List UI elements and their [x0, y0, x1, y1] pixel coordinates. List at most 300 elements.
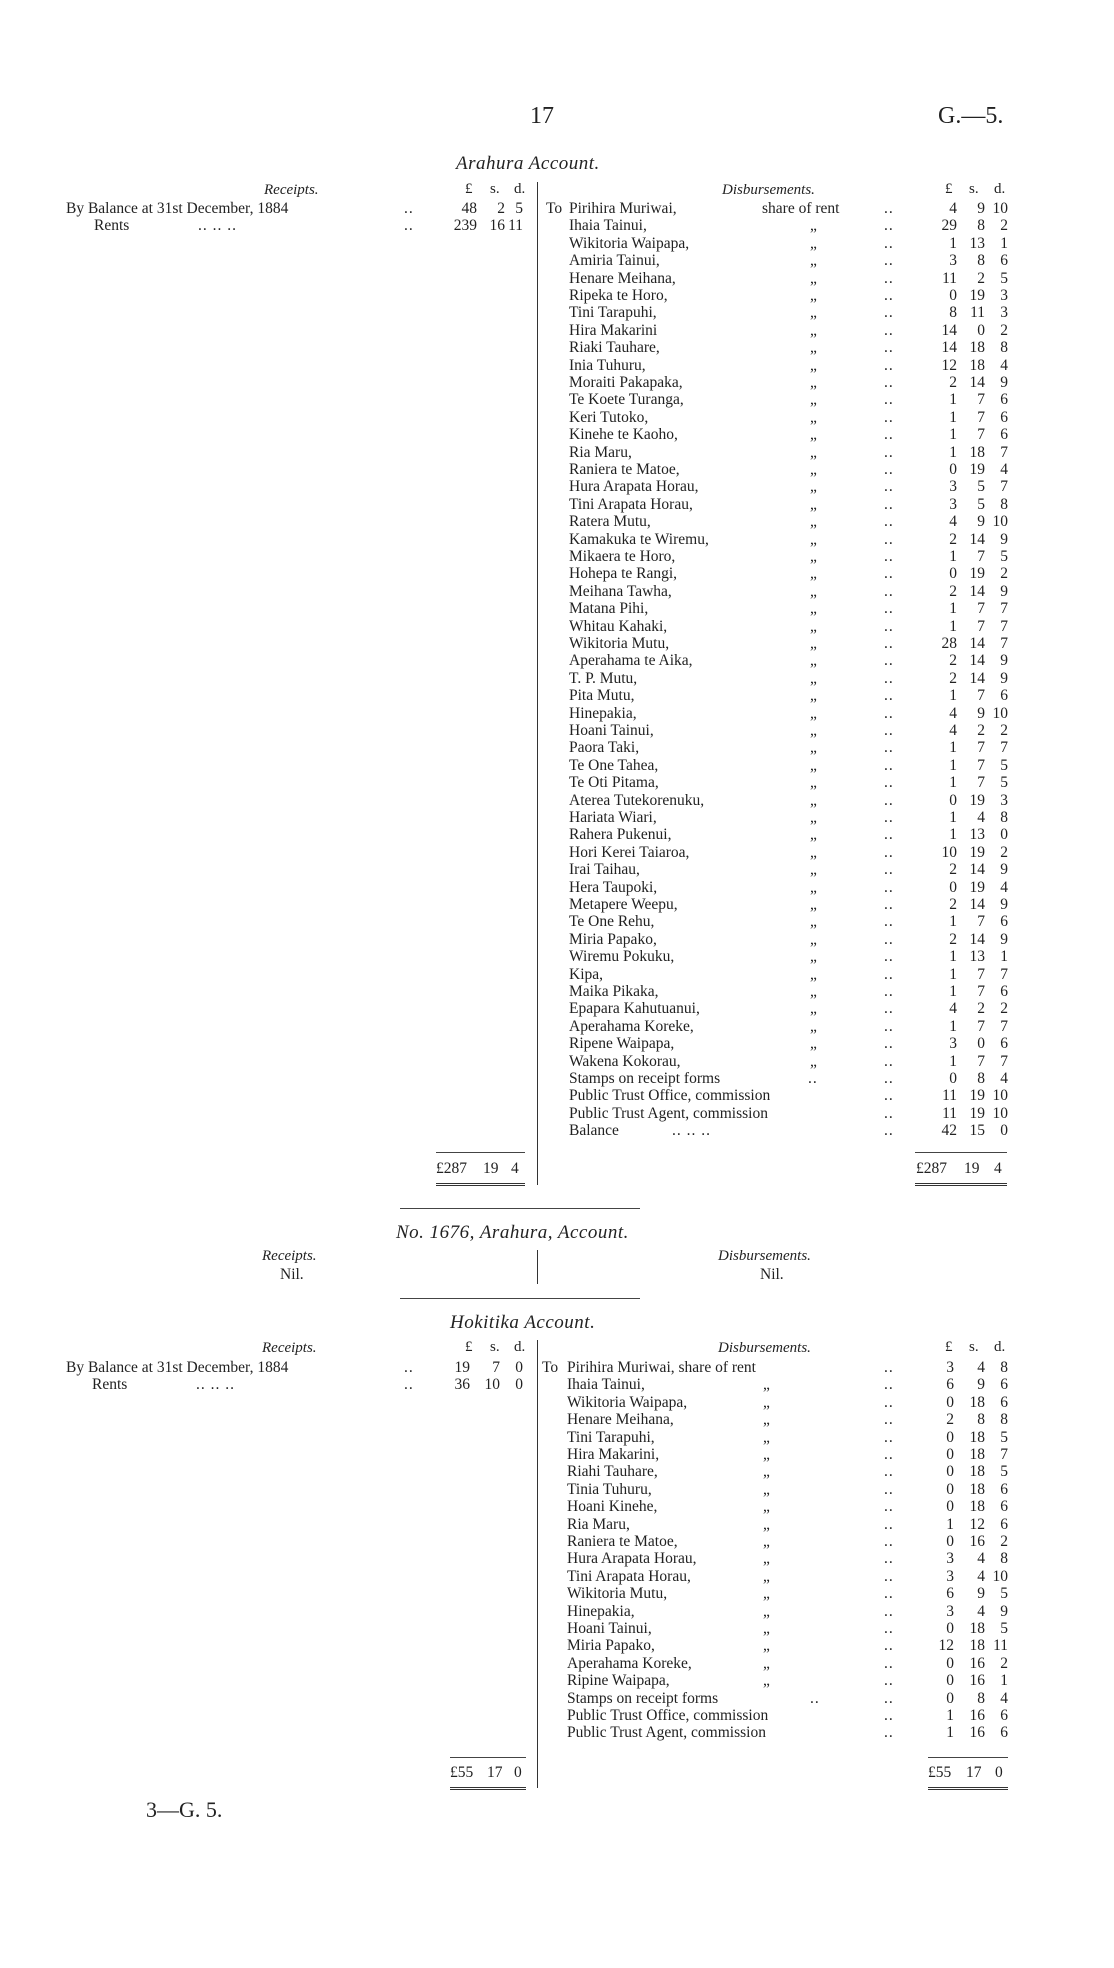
amount-pence: 9 — [1000, 652, 1008, 670]
amount-pence: 2 — [1000, 1000, 1008, 1018]
amount-pence: 5 — [1000, 1585, 1008, 1603]
amount-pounds: 0 — [946, 1480, 954, 1498]
leader-dots: .. — [884, 339, 894, 357]
amount-shillings: 7 — [977, 548, 985, 565]
disbursement-row — [0, 1585, 1100, 1602]
leader-dots: .. — [884, 565, 894, 583]
no1676-disbursements-value: Nil. — [760, 1266, 784, 1283]
payee-name: Aperahama te Aika, — [569, 652, 693, 670]
disbursement-row — [0, 1000, 1100, 1017]
amount-shillings: 14 — [969, 896, 985, 913]
leader-dots: .. — [884, 426, 894, 444]
disbursement-row — [0, 391, 1100, 408]
shillings-label: s. — [490, 181, 500, 197]
amount-pounds: 4 — [949, 513, 957, 531]
amount-shillings: 9 — [977, 513, 985, 531]
leader-dots: .. — [404, 1376, 414, 1394]
leader-dots: .. — [884, 374, 894, 391]
disbursement-row — [0, 1724, 1100, 1741]
amount-pounds: 1 — [949, 826, 957, 844]
payee-name: Henare Meihana, — [567, 1411, 674, 1429]
payee-name: Ripeka te Horo, — [569, 287, 668, 304]
hokitika-disbursements-label: Disbursements. — [718, 1340, 811, 1356]
disbursement-row — [0, 478, 1100, 495]
amount-shillings: 18 — [969, 1637, 985, 1655]
arahura-receipts-double-rule — [436, 1183, 525, 1186]
ditto-mark: „ — [810, 530, 817, 548]
amount-pounds: 8 — [949, 304, 957, 322]
ditto-mark: „ — [810, 356, 817, 374]
disbursement-row — [0, 1070, 1100, 1087]
ditto-mark: „ — [763, 1654, 770, 1672]
disbursement-row — [0, 705, 1100, 722]
amount-shillings: 18 — [969, 443, 985, 461]
amount-shillings: 9 — [977, 200, 985, 217]
amount-pence: 9 — [1000, 930, 1008, 948]
amount-pounds: 2 — [949, 930, 957, 948]
amount-shillings: 7 — [977, 965, 985, 983]
total-pounds: £287 — [436, 1160, 467, 1177]
amount-shillings: 19 — [969, 287, 985, 304]
amount-shillings: 14 — [969, 635, 985, 652]
ditto-mark: „ — [810, 495, 817, 513]
shillings-label: s. — [969, 1339, 979, 1355]
leader-dots: .. — [884, 1602, 894, 1620]
disbursement-row — [0, 670, 1100, 687]
payee-name: Irai Taihau, — [569, 861, 640, 879]
ditto-mark: „ — [810, 843, 817, 861]
amount-pounds: 0 — [946, 1533, 954, 1550]
page-number: 17 — [530, 103, 554, 129]
amount-pounds: 0 — [946, 1654, 954, 1672]
disbursement-row — [0, 1018, 1100, 1035]
disbursement-row — [0, 1087, 1100, 1104]
leader-dots: .. — [884, 495, 894, 513]
section-separator — [400, 1208, 640, 1209]
amount-pence: 7 — [1000, 739, 1008, 757]
signature-mark: 3—G. 5. — [146, 1797, 223, 1822]
amount-shillings: 4 — [977, 1602, 985, 1620]
amount-pounds: 0 — [949, 1070, 957, 1087]
amount-pence: 6 — [1000, 252, 1008, 270]
payee-name: Mikaera te Horo, — [569, 548, 676, 565]
leader-dots: .. — [404, 1359, 414, 1376]
disbursement-row — [0, 1620, 1100, 1637]
ditto-mark: „ — [810, 269, 817, 287]
amount-pounds: 1 — [949, 965, 957, 983]
total-pence: 4 — [994, 1160, 1002, 1177]
amount-pounds: 2 — [949, 896, 957, 913]
ditto-mark: „ — [810, 878, 817, 896]
amount-shillings: 0 — [977, 1035, 985, 1053]
amount-pounds: 2 — [949, 669, 957, 687]
ditto-mark: „ — [810, 948, 817, 966]
no1676-title: No. 1676, Arahura, Account. — [396, 1222, 629, 1243]
amount-pounds: 4 — [949, 200, 957, 217]
payee-name: Metapere Weepu, — [569, 896, 678, 913]
leader-dots: .. — [884, 983, 894, 1000]
payee-name: Hori Kerei Taiaroa, — [569, 843, 690, 861]
amount-shillings: 7 — [977, 426, 985, 444]
leader-dots: .. — [884, 1533, 894, 1550]
amount-shillings: 2 — [977, 269, 985, 287]
amount-pence: 2 — [1000, 1654, 1008, 1672]
leader-dots: .. — [884, 791, 894, 809]
leader-dots: .. — [884, 443, 894, 461]
amount-pounds: 2 — [949, 530, 957, 548]
amount-shillings: 18 — [969, 356, 985, 374]
amount-pounds: 0 — [949, 565, 957, 583]
ditto-mark: „ — [810, 687, 817, 705]
amount-pence: 6 — [1000, 1707, 1008, 1724]
amount-pence: 6 — [1000, 913, 1008, 931]
amount-pounds: 0 — [949, 791, 957, 809]
leader-dots: .. — [884, 304, 894, 322]
amount-pounds: 0 — [946, 1428, 954, 1446]
disbursement-row — [0, 304, 1100, 321]
disbursement-row — [0, 1411, 1100, 1428]
payee-name: Hoani Tainui, — [569, 722, 654, 739]
disbursement-row — [0, 1603, 1100, 1620]
ditto-mark: „ — [810, 722, 817, 739]
leader-dots: .. — [884, 1654, 894, 1672]
amount-pence: 2 — [1000, 321, 1008, 339]
amount-pence: 5 — [1000, 1428, 1008, 1446]
amount-shillings: 18 — [969, 1393, 985, 1411]
ditto-mark: „ — [763, 1463, 770, 1481]
ditto-mark: „ — [763, 1446, 770, 1463]
leader-dots: .. — [884, 617, 894, 635]
amount-pounds: 0 — [946, 1463, 954, 1481]
leader-dots: .. — [884, 600, 894, 618]
payee-name: Keri Tutoko, — [569, 408, 649, 426]
payee-name: Hinepakia, — [567, 1602, 635, 1620]
pence-label: d. — [994, 181, 1006, 197]
no1676-disbursements-label: Disbursements. — [718, 1248, 811, 1264]
leader-dots: .. — [884, 1087, 894, 1105]
leader-dots: .. — [884, 356, 894, 374]
payee-name: Tini Tarapuhi, — [567, 1428, 655, 1446]
amount-shillings: 8 — [977, 1070, 985, 1087]
leader-dots: .. — [884, 930, 894, 948]
amount-shillings: 18 — [969, 1428, 985, 1446]
amount-pence: 7 — [1000, 1446, 1008, 1463]
disbursement-row — [0, 1690, 1100, 1707]
arahura-disbursements-label: Disbursements. — [722, 182, 815, 198]
amount-pounds: 3 — [949, 1035, 957, 1053]
amount-pence: 8 — [1000, 1550, 1008, 1568]
amount-pence: 9 — [1000, 669, 1008, 687]
ditto-mark: „ — [763, 1393, 770, 1411]
leader-dots: .. — [884, 1428, 894, 1446]
amount-shillings: 19 — [969, 791, 985, 809]
disbursement-row — [0, 826, 1100, 843]
payee-name: T. P. Mutu, — [569, 669, 638, 687]
leader-dots: .. — [884, 1070, 894, 1087]
ditto-mark: „ — [810, 652, 817, 670]
leader-dots: .. — [884, 1620, 894, 1637]
amount-shillings: 7 — [977, 756, 985, 774]
amount-shillings: 8 — [977, 1689, 985, 1707]
ditto-mark: „ — [810, 582, 817, 600]
ditto-mark: „ — [810, 965, 817, 983]
amount-pounds: 0 — [946, 1689, 954, 1707]
amount-shillings: 13 — [969, 234, 985, 252]
disbursement-row — [0, 739, 1100, 756]
amount-pounds: 1 — [949, 1052, 957, 1070]
amount-shillings: 4 — [977, 809, 985, 826]
ditto-mark: „ — [763, 1411, 770, 1429]
leader-dots: .. — [884, 1017, 894, 1035]
payee-name: Public Trust Agent, commission — [567, 1724, 766, 1742]
amount-shillings: 7 — [977, 774, 985, 792]
payee-name: Ihaia Tainui, — [567, 1376, 645, 1394]
arahura-receipts-rule — [436, 1152, 525, 1153]
amount-shillings: 7 — [977, 983, 985, 1000]
amount-shillings: 18 — [969, 1446, 985, 1463]
leader-dots: .. — [884, 513, 894, 531]
ditto-mark: „ — [763, 1533, 770, 1550]
ditto-mark: „ — [810, 704, 817, 722]
amount-shillings: 16 — [969, 1707, 985, 1724]
ditto-mark: „ — [763, 1567, 770, 1585]
payee-name: Te Koete Turanga, — [569, 391, 684, 409]
payee-name: Aperahama Koreke, — [567, 1654, 692, 1672]
payee-name: Miria Papako, — [569, 930, 657, 948]
amount-pence: 7 — [1000, 635, 1008, 652]
payee-name: Hira Makarini — [569, 321, 658, 339]
ditto-mark: „ — [810, 1035, 817, 1053]
disbursement-row — [0, 357, 1100, 374]
ditto-mark: „ — [763, 1602, 770, 1620]
payee-name: Hoani Tainui, — [567, 1620, 652, 1637]
amount-pence: 10 — [992, 1567, 1008, 1585]
amount-shillings: 9 — [977, 1585, 985, 1603]
leader-dots: .. — [884, 1122, 894, 1140]
payee-name: Hinepakia, — [569, 704, 637, 722]
leader-dots: .. — [884, 321, 894, 339]
amount-pence: 7 — [1000, 617, 1008, 635]
ditto-mark: „ — [810, 930, 817, 948]
leader-dots: .. .. .. — [198, 217, 237, 235]
disbursement-row — [0, 1122, 1100, 1139]
amount-pounds: 3 — [946, 1602, 954, 1620]
disbursement-row — [0, 948, 1100, 965]
disbursement-row — [0, 635, 1100, 652]
hokitika-disbursements-rule — [928, 1757, 1008, 1758]
amount-pence: 6 — [1000, 391, 1008, 409]
amount-shillings: 4 — [977, 1550, 985, 1568]
amount-pence: 0 — [1000, 1122, 1008, 1140]
leader-dots: .. — [884, 669, 894, 687]
leader-dots: .. — [884, 1446, 894, 1463]
amount-pounds: 1 — [949, 617, 957, 635]
disbursement-row — [0, 861, 1100, 878]
hokitika-receipts-rule — [450, 1757, 526, 1758]
amount-pence: 6 — [1000, 1393, 1008, 1411]
leader-dots: .. — [884, 843, 894, 861]
leader-dots: .. — [884, 913, 894, 931]
ditto-mark: „ — [810, 896, 817, 913]
amount-pence: 9 — [1000, 374, 1008, 391]
leader-dots: .. — [884, 1376, 894, 1394]
ditto-mark: „ — [810, 913, 817, 931]
payee-name: Wikitoria Waipapa, — [569, 234, 690, 252]
amount-pence: 10 — [992, 513, 1008, 531]
payee-name: Hira Makarini, — [567, 1446, 660, 1463]
amount-shillings: 11 — [970, 304, 985, 322]
amount-shillings: 8 — [977, 217, 985, 235]
pence-label: d. — [514, 181, 526, 197]
amount-pounds: 2 — [946, 1411, 954, 1429]
leader-dots: .. — [884, 896, 894, 913]
disbursement-row — [0, 322, 1100, 339]
ditto-mark: „ — [810, 252, 817, 270]
amount-shillings: 14 — [969, 669, 985, 687]
amount-pounds: 4 — [949, 722, 957, 739]
payee-name: Te Oti Pitama, — [569, 774, 659, 792]
payee-name: Meihana Tawha, — [569, 582, 672, 600]
leader-dots: .. — [884, 1585, 894, 1603]
disbursement-row — [0, 1707, 1100, 1724]
total-pence: 4 — [511, 1160, 519, 1177]
ditto-mark: „ — [810, 321, 817, 339]
payee-name: Hura Arapata Horau, — [567, 1550, 697, 1568]
leader-dots: .. — [884, 269, 894, 287]
amount-shillings: 15 — [969, 1122, 985, 1140]
payee-name: Tinia Tuhuru, — [567, 1480, 652, 1498]
ditto-mark: „ — [810, 234, 817, 252]
amount-pence: 9 — [1000, 896, 1008, 913]
disbursement-row — [0, 1637, 1100, 1654]
disbursement-row — [0, 252, 1100, 269]
leader-dots: .. — [884, 582, 894, 600]
leader-dots: .. — [884, 200, 894, 217]
disbursement-row — [0, 374, 1100, 391]
total-pounds: £55 — [928, 1764, 952, 1781]
disbursement-row — [0, 774, 1100, 791]
amount-pence: 0 — [515, 1359, 523, 1376]
disbursement-row — [0, 1533, 1100, 1550]
amount-pounds: 1 — [949, 983, 957, 1000]
amount-shillings: 5 — [977, 495, 985, 513]
amount-shillings: 18 — [969, 339, 985, 357]
leader-dots: .. — [884, 530, 894, 548]
leader-dots: .. — [884, 1707, 894, 1724]
payee-name: Maika Pikaka, — [569, 983, 659, 1000]
amount-shillings: 7 — [977, 913, 985, 931]
amount-shillings: 12 — [969, 1515, 985, 1533]
ditto-mark: „ — [810, 461, 817, 478]
amount-shillings: 13 — [969, 826, 985, 844]
amount-pounds: 0 — [949, 878, 957, 896]
amount-pence: 7 — [1000, 1017, 1008, 1035]
ditto-mark: „ — [810, 600, 817, 618]
arahura-receipts-label: Receipts. — [264, 182, 319, 198]
leader-dots: .. — [884, 461, 894, 478]
amount-pounds: 1 — [949, 443, 957, 461]
disbursement-row — [0, 1053, 1100, 1070]
amount-pence: 4 — [1000, 461, 1008, 478]
hokitika-disbursements-double-rule — [928, 1787, 1008, 1790]
payee-name: Kamakuka te Wiremu, — [569, 530, 709, 548]
total-shillings: 17 — [487, 1764, 503, 1781]
page-reference: G.—5. — [938, 103, 1004, 129]
amount-pounds: 11 — [942, 1104, 957, 1122]
leader-dots: .. — [884, 878, 894, 896]
disbursement-row — [0, 1105, 1100, 1122]
payee-name: Raniera te Matoe, — [567, 1533, 678, 1550]
amount-pounds: 4 — [949, 1000, 957, 1018]
ditto-mark: „ — [810, 339, 817, 357]
amount-pounds: 1 — [949, 948, 957, 966]
payee-name: Kinehe te Kaoho, — [569, 426, 678, 444]
disbursement-row — [0, 1498, 1100, 1515]
leader-dots: .. .. .. — [196, 1376, 235, 1394]
ditto-mark: „ — [810, 617, 817, 635]
disbursement-row — [0, 809, 1100, 826]
amount-pence: 3 — [1000, 304, 1008, 322]
amount-pounds: 3 — [946, 1550, 954, 1568]
amount-pence: 7 — [1000, 965, 1008, 983]
payee-name: Pirihira Muriwai, share of rent — [567, 1359, 756, 1376]
leader-dots: .. — [884, 687, 894, 705]
amount-pence: 2 — [1000, 722, 1008, 739]
amount-pence: 8 — [1000, 1411, 1008, 1429]
amount-shillings: 19 — [969, 461, 985, 478]
amount-pounds: 19 — [454, 1359, 470, 1376]
amount-pounds: 12 — [941, 356, 957, 374]
amount-shillings: 14 — [969, 582, 985, 600]
amount-shillings: 7 — [977, 600, 985, 618]
disbursement-row — [0, 966, 1100, 983]
hokitika-receipts-total — [450, 1764, 530, 1782]
amount-pence: 5 — [1000, 774, 1008, 792]
leader-dots: .. — [884, 774, 894, 792]
amount-pounds: 42 — [941, 1122, 957, 1140]
total-pounds: £55 — [450, 1764, 474, 1781]
amount-pounds: 3 — [949, 478, 957, 496]
amount-pounds: 1 — [946, 1515, 954, 1533]
leader-dots: .. — [884, 826, 894, 844]
payee-name: Ihaia Tainui, — [569, 217, 647, 235]
amount-shillings: 7 — [977, 1017, 985, 1035]
leader-dots: .. — [884, 722, 894, 739]
payee-name: Te One Rehu, — [569, 913, 655, 931]
amount-pence: 7 — [1000, 1052, 1008, 1070]
amount-shillings: 7 — [977, 408, 985, 426]
disbursement-row — [0, 1429, 1100, 1446]
disbursement-row — [0, 270, 1100, 287]
amount-shillings: 7 — [977, 739, 985, 757]
ditto-mark: „ — [810, 217, 817, 235]
disbursement-row — [0, 531, 1100, 548]
leader-dots: .. — [884, 1567, 894, 1585]
pound-sign: £ — [945, 1339, 953, 1355]
amount-pounds: 1 — [949, 600, 957, 618]
leader-dots: .. — [884, 739, 894, 757]
hokitika-receipts-label: Receipts. — [262, 1340, 317, 1356]
payee-name: Pirihira Muriwai, — [569, 200, 677, 217]
amount-shillings: 19 — [969, 1087, 985, 1105]
amount-pence: 11 — [508, 217, 523, 235]
amount-pence: 6 — [1000, 1724, 1008, 1742]
disbursement-row — [0, 1463, 1100, 1480]
disbursement-row — [0, 722, 1100, 739]
ditto-mark: „ — [810, 426, 817, 444]
leader-dots: .. — [404, 200, 414, 217]
disbursement-row — [0, 583, 1100, 600]
